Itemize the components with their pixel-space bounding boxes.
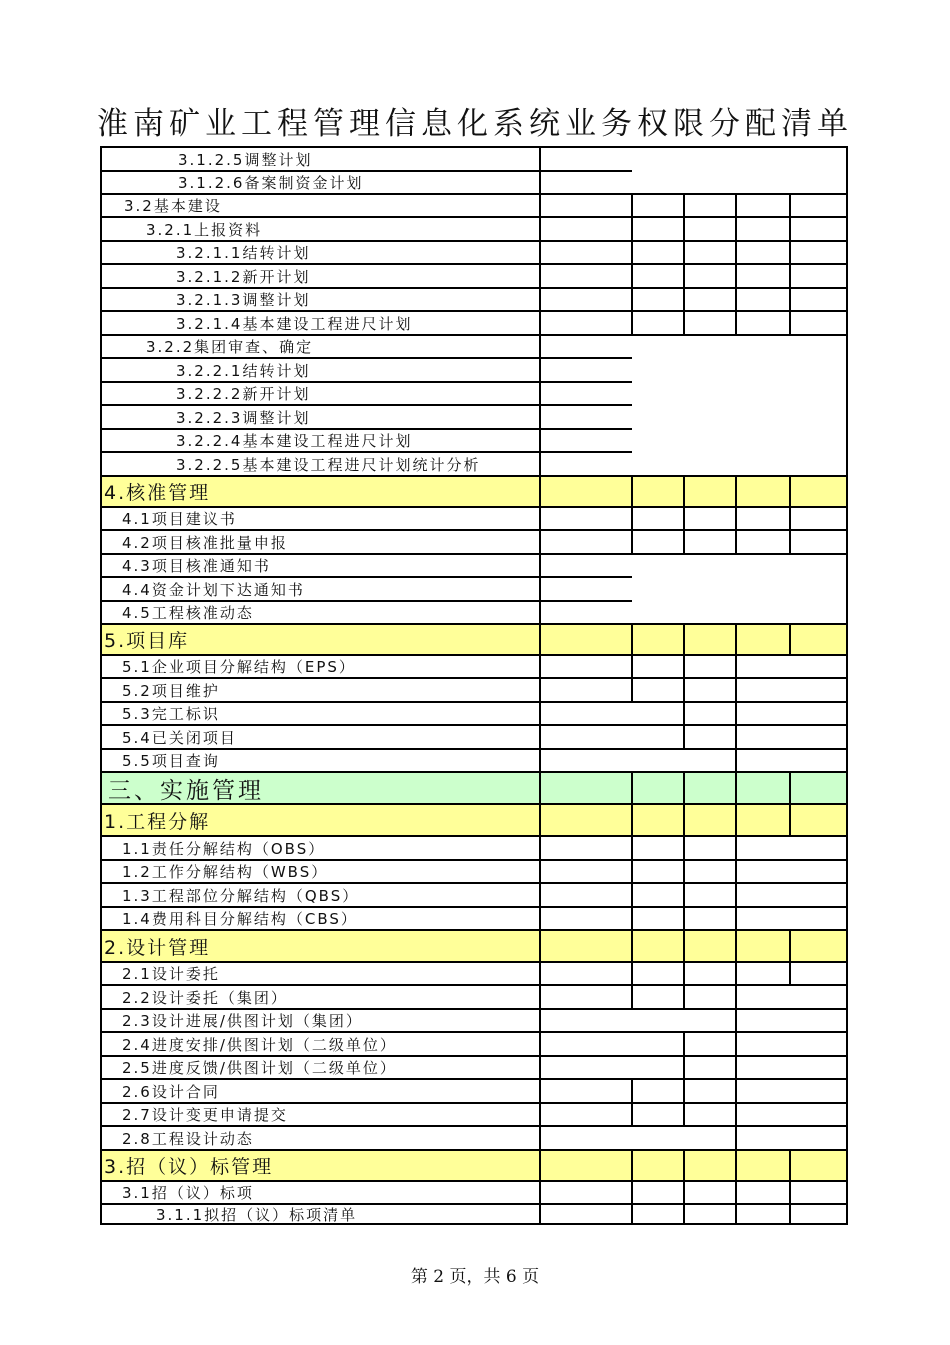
column-divider (539, 147, 541, 171)
column-divider (735, 702, 737, 725)
column-divider (735, 655, 737, 678)
column-divider (539, 1150, 541, 1181)
column-divider (683, 288, 685, 311)
column-divider (735, 883, 737, 907)
column-divider (539, 601, 541, 624)
column-divider (539, 358, 541, 382)
row-label: 4.1项目建议书 (122, 510, 237, 528)
column-divider (735, 1032, 737, 1056)
column-divider (539, 1009, 541, 1032)
row-label: 3.2.2.5基本建设工程进尺计划统计分析 (176, 455, 481, 474)
column-divider (631, 217, 633, 241)
table-row (100, 452, 848, 476)
column-divider (631, 1150, 633, 1181)
column-divider (735, 1079, 737, 1103)
row-label: 3.2.2.2新开计划 (176, 385, 311, 403)
column-divider (683, 702, 685, 725)
column-divider (735, 1056, 737, 1079)
column-divider (735, 985, 737, 1009)
column-divider (735, 962, 737, 985)
column-divider (683, 530, 685, 554)
table-row (100, 382, 848, 405)
column-divider (539, 772, 541, 804)
column-divider (683, 476, 685, 507)
row-label: 3.招（议）标管理 (104, 1156, 274, 1178)
column-divider (631, 476, 633, 507)
column-divider (631, 804, 633, 836)
table-row (100, 577, 848, 601)
column-divider (539, 288, 541, 311)
column-divider (683, 1079, 685, 1103)
column-divider (539, 749, 541, 772)
column-divider (735, 749, 737, 772)
column-divider (735, 860, 737, 883)
table-row (100, 429, 848, 452)
table-row (100, 171, 848, 194)
column-divider (539, 725, 541, 749)
column-divider (539, 1079, 541, 1103)
row-label: 1.4费用科目分解结构（CBS） (122, 910, 358, 928)
column-divider (789, 1181, 791, 1204)
column-divider (683, 1181, 685, 1204)
column-divider (631, 655, 633, 678)
row-label: 3.1.2.6备案制资金计划 (178, 174, 364, 192)
column-divider (735, 907, 737, 930)
row-label: 2.2设计委托（集团） (122, 988, 288, 1007)
row-divider (100, 600, 632, 602)
row-divider (100, 553, 848, 555)
column-divider (683, 883, 685, 907)
row-label: 2.8工程设计动态 (122, 1129, 254, 1148)
column-divider (789, 476, 791, 507)
column-divider (539, 1126, 541, 1150)
column-divider (735, 1009, 737, 1032)
column-divider (539, 1204, 541, 1224)
row-label: 1.工程分解 (104, 810, 211, 833)
column-divider (539, 860, 541, 883)
row-label: 2.5进度反馈/供图计划（二级单位） (122, 1059, 397, 1077)
column-divider (735, 241, 737, 264)
table-left-border (100, 147, 102, 1224)
column-divider (631, 194, 633, 217)
column-divider (539, 962, 541, 985)
column-divider (735, 530, 737, 554)
column-divider (735, 930, 737, 962)
row-divider (100, 576, 632, 578)
column-divider (683, 217, 685, 241)
row-label: 3.2.2.1结转计划 (176, 361, 311, 380)
page-title: 淮南矿业工程管理信息化系统业务权限分配清单 (97, 106, 853, 142)
column-divider (683, 241, 685, 264)
row-divider (100, 428, 632, 430)
page-footer: 第 2 页，共 6 页 (410, 1267, 540, 1287)
column-divider (539, 624, 541, 655)
column-divider (735, 288, 737, 311)
column-divider (789, 624, 791, 655)
row-label: 3.2.1.1结转计划 (176, 244, 311, 262)
row-label: 3.2.2.3调整计划 (176, 408, 311, 427)
column-divider (631, 678, 633, 702)
row-label: 3.2.2集团审查、确定 (146, 338, 314, 356)
column-divider (539, 335, 541, 358)
column-divider (789, 772, 791, 804)
column-divider (735, 1126, 737, 1150)
column-divider (631, 507, 633, 530)
row-label: 2.3设计进展/供图计划（集团） (122, 1012, 363, 1030)
column-divider (539, 429, 541, 452)
column-divider (631, 530, 633, 554)
column-divider (789, 1204, 791, 1224)
column-divider (683, 507, 685, 530)
column-divider (683, 962, 685, 985)
row-divider (100, 357, 632, 359)
column-divider (539, 217, 541, 241)
row-label: 5.3完工标识 (122, 705, 220, 723)
permission-table (100, 147, 848, 1224)
column-divider (539, 554, 541, 577)
row-label: 3.2.1.3调整计划 (176, 291, 311, 309)
column-divider (631, 241, 633, 264)
column-divider (683, 1056, 685, 1079)
column-divider (539, 1032, 541, 1056)
column-divider (735, 264, 737, 288)
table-row (100, 358, 848, 382)
column-divider (631, 930, 633, 962)
column-divider (539, 311, 541, 335)
column-divider (789, 311, 791, 335)
column-divider (735, 476, 737, 507)
column-divider (789, 804, 791, 836)
row-label: 3.2.2.4基本建设工程进尺计划 (176, 432, 413, 450)
column-divider (683, 907, 685, 930)
column-divider (539, 241, 541, 264)
row-label: 5.1企业项目分解结构（EPS） (122, 658, 356, 676)
column-divider (789, 507, 791, 530)
column-divider (631, 883, 633, 907)
column-divider (539, 452, 541, 476)
column-divider (735, 194, 737, 217)
column-divider (735, 1181, 737, 1204)
column-divider (631, 1181, 633, 1204)
table-row (100, 405, 848, 429)
row-label: 3.2.1上报资料 (146, 220, 263, 239)
row-divider (100, 334, 848, 336)
column-divider (631, 860, 633, 883)
row-label: 3.2基本建设 (124, 197, 222, 215)
column-divider (631, 962, 633, 985)
row-label: 3.1招（议）标项 (122, 1184, 254, 1202)
column-divider (735, 725, 737, 749)
column-divider (539, 530, 541, 554)
column-divider (735, 836, 737, 860)
column-divider (539, 1103, 541, 1126)
column-divider (789, 288, 791, 311)
column-divider (789, 241, 791, 264)
column-divider (683, 1032, 685, 1056)
column-divider (631, 624, 633, 655)
column-divider (789, 930, 791, 962)
column-divider (683, 264, 685, 288)
column-divider (735, 217, 737, 241)
table-row (100, 554, 848, 577)
column-divider (631, 311, 633, 335)
table-bottom-border (100, 1223, 848, 1225)
column-divider (631, 264, 633, 288)
column-divider (789, 264, 791, 288)
table-row (100, 335, 848, 358)
row-label: 4.4资金计划下达通知书 (122, 580, 305, 599)
row-divider (100, 170, 632, 172)
column-divider (631, 985, 633, 1009)
row-label: 2.4进度安排/供图计划（二级单位） (122, 1035, 397, 1054)
column-divider (789, 194, 791, 217)
column-divider (735, 1103, 737, 1126)
column-divider (683, 836, 685, 860)
column-divider (631, 1103, 633, 1126)
column-divider (631, 907, 633, 930)
row-divider (100, 404, 632, 406)
row-label: 1.1责任分解结构（OBS） (122, 839, 326, 858)
row-label: 5.2项目维护 (122, 681, 220, 700)
column-divider (539, 194, 541, 217)
row-label: 2.设计管理 (104, 936, 211, 959)
column-divider (789, 217, 791, 241)
column-divider (789, 1150, 791, 1181)
column-divider (735, 772, 737, 804)
column-divider (539, 405, 541, 429)
column-divider (539, 476, 541, 507)
table-row (100, 601, 848, 624)
column-divider (539, 804, 541, 836)
row-label: 5.5项目查询 (122, 752, 220, 770)
row-divider (100, 381, 632, 383)
column-divider (683, 725, 685, 749)
column-divider (539, 678, 541, 702)
column-divider (683, 804, 685, 836)
column-divider (683, 1204, 685, 1224)
column-divider (539, 930, 541, 962)
column-divider (631, 1079, 633, 1103)
column-divider (539, 907, 541, 930)
column-divider (631, 836, 633, 860)
row-label: 3.1.1拟招（议）标项清单 (156, 1205, 358, 1224)
column-divider (539, 655, 541, 678)
column-divider (683, 1150, 685, 1181)
column-divider (735, 507, 737, 530)
row-label: 5.4已关闭项目 (122, 728, 237, 747)
row-label: 4.3项目核准通知书 (122, 557, 271, 575)
column-divider (735, 311, 737, 335)
column-divider (683, 655, 685, 678)
column-divider (539, 883, 541, 907)
column-divider (631, 288, 633, 311)
column-divider (683, 678, 685, 702)
column-divider (539, 1181, 541, 1204)
column-divider (683, 860, 685, 883)
column-divider (539, 1056, 541, 1079)
column-divider (789, 962, 791, 985)
row-label: 2.1设计委托 (122, 965, 220, 983)
row-label: 1.3工程部位分解结构（QBS） (122, 886, 360, 905)
column-divider (789, 530, 791, 554)
row-label: 3.2.1.2新开计划 (176, 267, 311, 286)
column-divider (539, 577, 541, 601)
column-divider (735, 624, 737, 655)
column-divider (735, 1204, 737, 1224)
column-divider (539, 264, 541, 288)
column-divider (539, 382, 541, 405)
column-divider (539, 985, 541, 1009)
row-label: 4.2项目核准批量申报 (122, 533, 288, 552)
row-label: 2.6设计合同 (122, 1082, 220, 1101)
column-divider (539, 702, 541, 725)
column-divider (683, 311, 685, 335)
column-divider (631, 772, 633, 804)
row-label: 3.1.2.5调整计划 (178, 150, 313, 169)
column-divider (631, 1204, 633, 1224)
column-divider (539, 507, 541, 530)
table-row (100, 147, 848, 171)
table-right-border (846, 147, 848, 1224)
row-label: 3.2.1.4基本建设工程进尺计划 (176, 314, 413, 333)
row-divider (100, 451, 632, 453)
column-divider (683, 194, 685, 217)
row-label: 三、实施管理 (108, 777, 264, 804)
row-label: 5.项目库 (104, 630, 190, 652)
column-divider (683, 624, 685, 655)
column-divider (735, 678, 737, 702)
column-divider (683, 930, 685, 962)
row-label: 1.2工作分解结构（WBS） (122, 863, 329, 881)
row-label: 2.7设计变更申请提交 (122, 1106, 288, 1124)
column-divider (539, 171, 541, 194)
column-divider (683, 1103, 685, 1126)
column-divider (539, 836, 541, 860)
column-divider (683, 985, 685, 1009)
row-divider (100, 146, 848, 148)
row-label: 4.5工程核准动态 (122, 604, 254, 622)
column-divider (735, 804, 737, 836)
column-divider (683, 772, 685, 804)
row-label: 4.核准管理 (104, 482, 211, 504)
column-divider (735, 1150, 737, 1181)
